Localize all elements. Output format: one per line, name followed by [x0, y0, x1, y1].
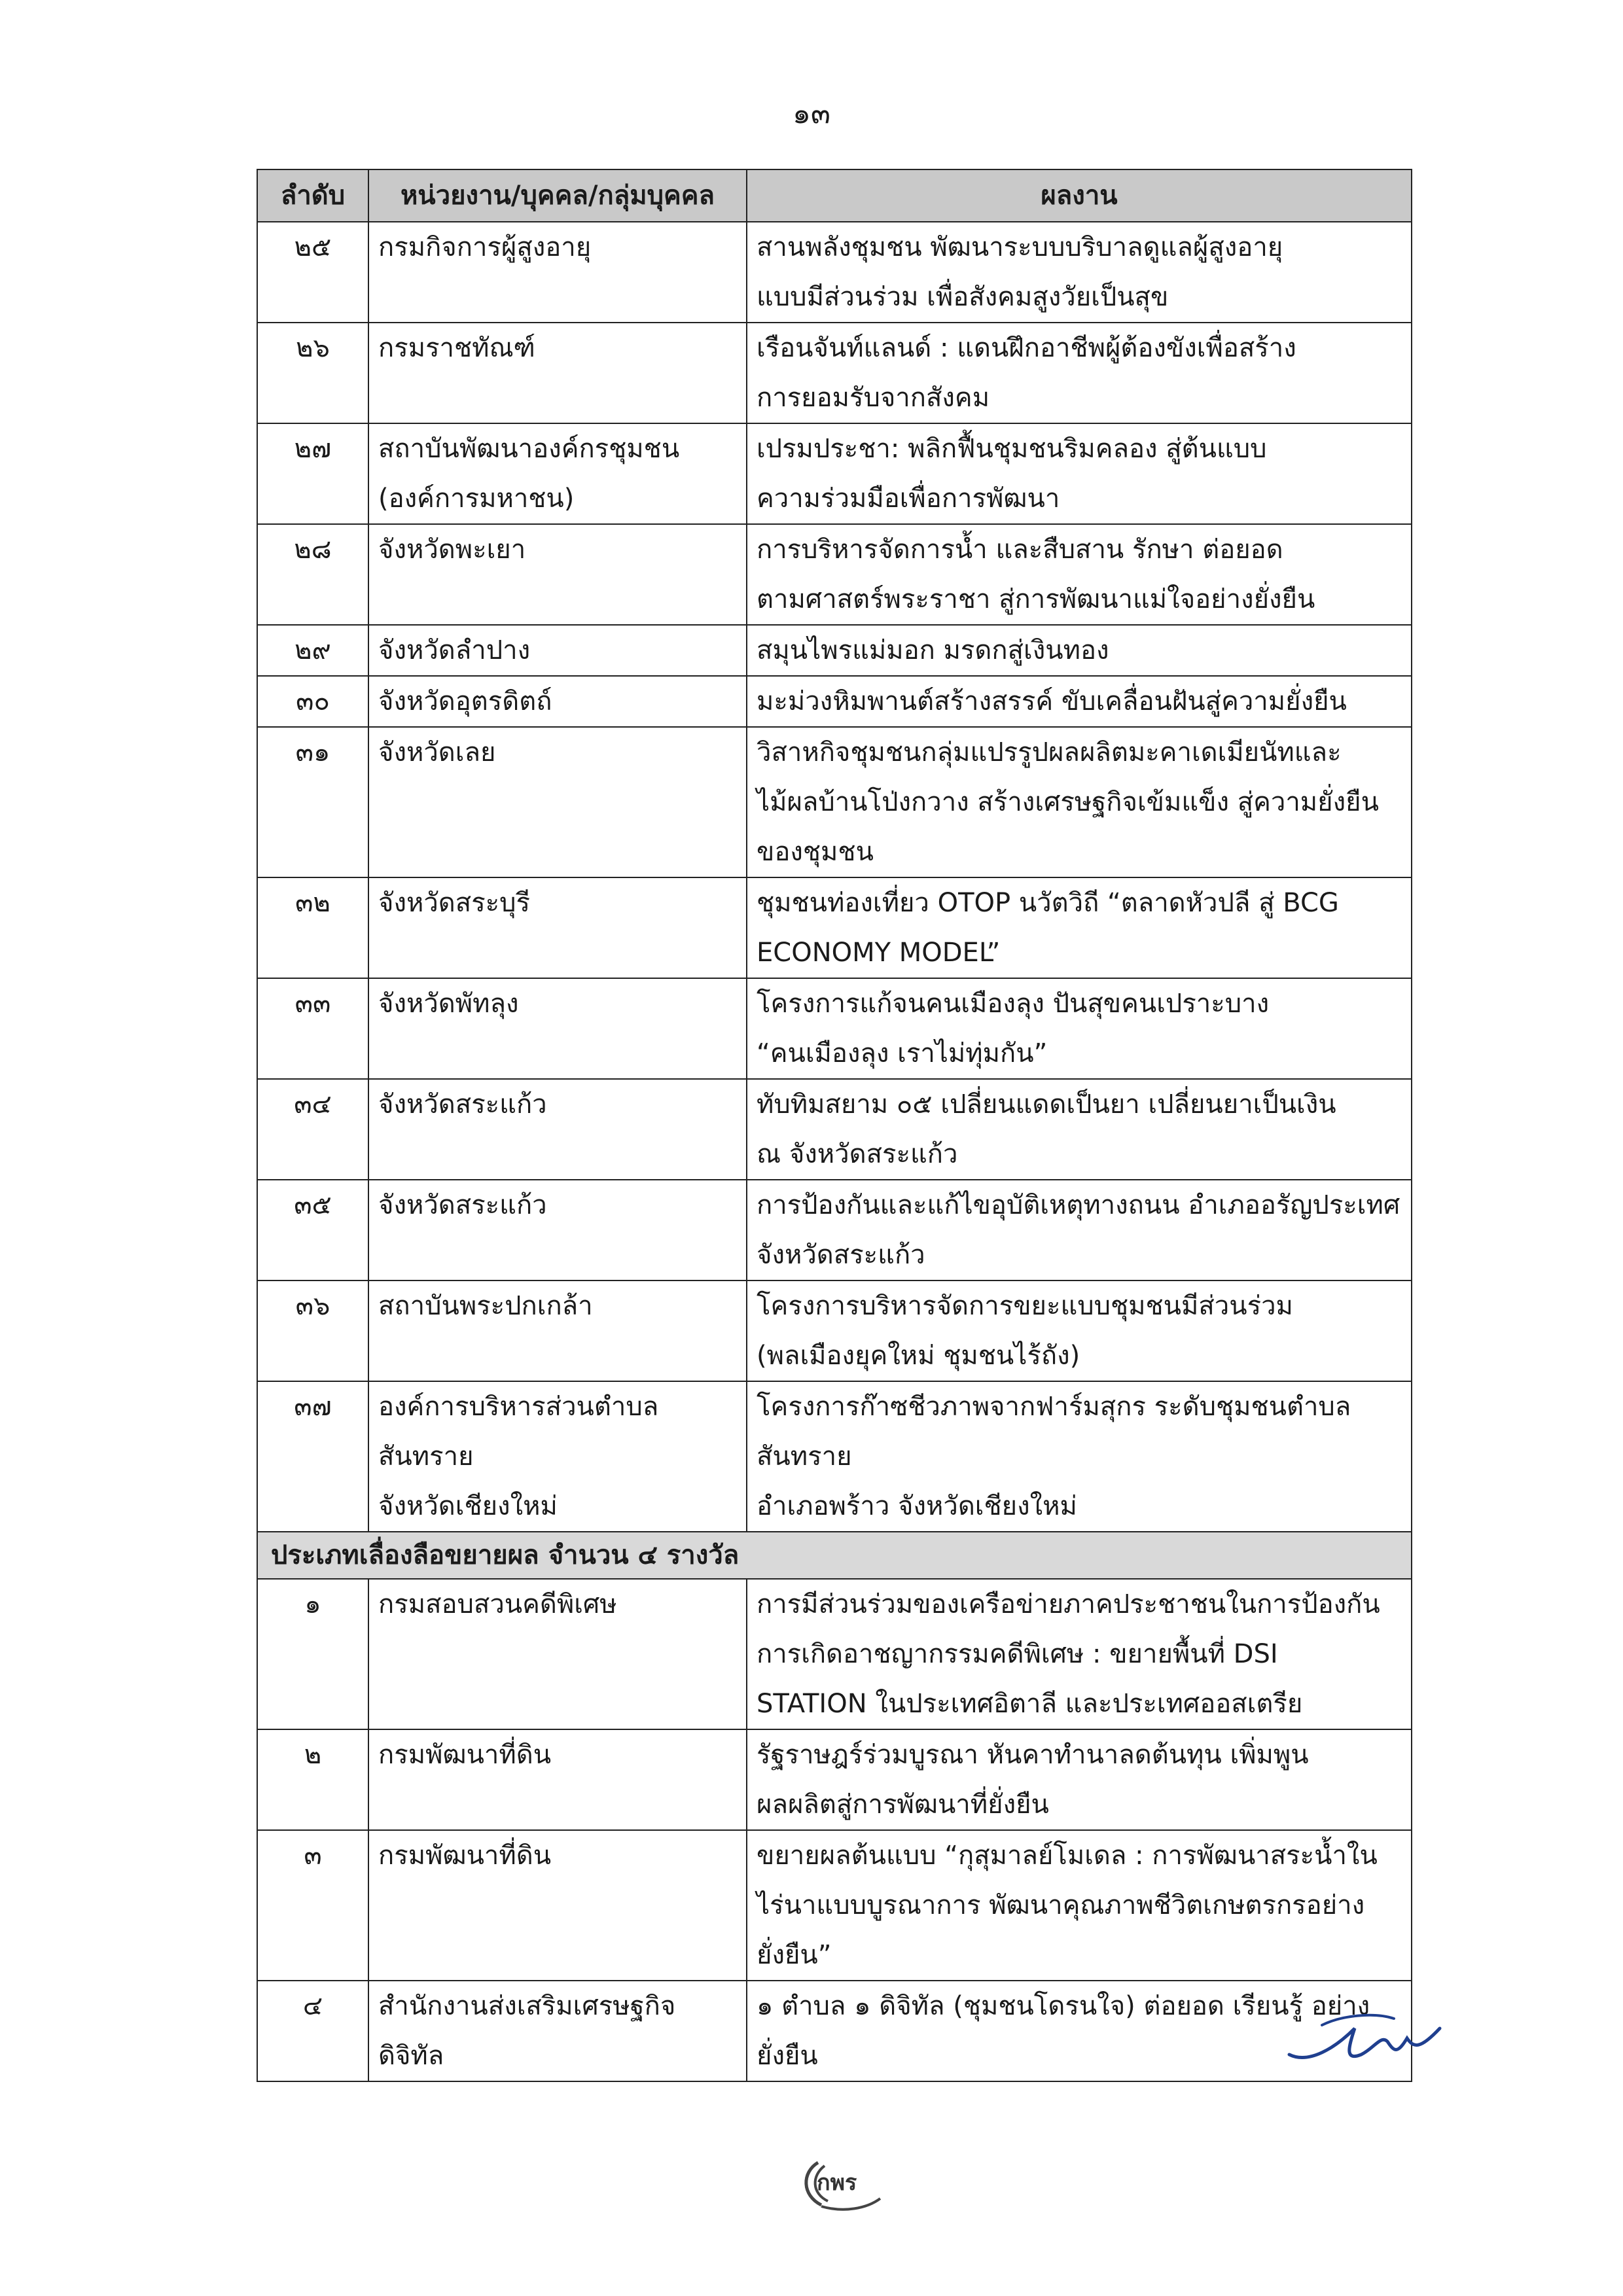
- table-row: [257, 1981, 1412, 2081]
- organization-name: สำนักงานส่งเสริมเศรษฐกิจดิจิทัล: [368, 1981, 747, 2081]
- organization-name: จังหวัดพัทลุง: [368, 978, 747, 1079]
- header-work: ผลงาน: [747, 169, 1412, 222]
- cell-line: ความร่วมมือเพื่อการพัฒนา: [757, 484, 1060, 514]
- table-row: [257, 978, 1412, 1079]
- order-number: ๒๕: [257, 222, 368, 323]
- cell-line: การยอมรับจากสังคม: [757, 383, 990, 413]
- table-row: [257, 877, 1412, 978]
- organization-name: กรมกิจการผู้สูงอายุ: [368, 222, 747, 323]
- order-number: ๓๕: [257, 1180, 368, 1280]
- page-number: ๑๓: [792, 97, 830, 130]
- table-row: [257, 1280, 1412, 1381]
- cell-line: ไร่นาแบบบูรณาการ พัฒนาคุณภาพชีวิตเกษตรกรอย่าง: [757, 1890, 1365, 1920]
- table-header-row: [257, 169, 1412, 222]
- order-number: ๒๙: [257, 625, 368, 676]
- order-number: ๓๐: [257, 676, 368, 727]
- organization-name: จังหวัดพะเยา: [368, 524, 747, 625]
- cell-line: (องค์การมหาชน): [378, 484, 575, 514]
- cell-line: องค์การบริหารส่วนตำบลสันทราย: [378, 1392, 659, 1472]
- cell-line: สถาบันพัฒนาองค์กรชุมชน: [378, 434, 680, 464]
- table-row: [257, 1079, 1412, 1180]
- cell-line: ๑ ตำบล ๑ ดิจิทัล (ชุมชนโดรนใจ) ต่อยอด เรียนรู้ อย่างยั่งยืน: [757, 1991, 1370, 2071]
- table-row: [257, 423, 1412, 524]
- work-title: [747, 1079, 1412, 1180]
- table-row: [257, 1381, 1412, 1532]
- organization-name: จังหวัดสระแก้ว: [368, 1180, 747, 1280]
- header-organization: หน่วยงาน/บุคคล/กลุ่มบุคคล: [368, 169, 747, 222]
- table-row: [257, 1180, 1412, 1280]
- work-title: [747, 676, 1412, 727]
- cell-line: ยั่งยืน”: [757, 1940, 832, 1970]
- cell-line: STATION ในประเทศอิตาลี และประเทศออสเตรีย: [757, 1689, 1303, 1719]
- order-number: ๒๖: [257, 323, 368, 423]
- table-row: [257, 1579, 1412, 1729]
- work-title: [747, 1579, 1412, 1729]
- cell-line: จังหวัดสระแก้ว: [757, 1240, 925, 1270]
- organization-name: กรมพัฒนาที่ดิน: [368, 1830, 747, 1981]
- order-number: ๔: [257, 1981, 368, 2081]
- organization-name: กรมราชทัณฑ์: [368, 323, 747, 423]
- organization-name: จังหวัดลำปาง: [368, 625, 747, 676]
- cell-line: โครงการก๊าซชีวภาพจากฟาร์มสุกร ระดับชุมชนตำบลสันทราย: [757, 1392, 1351, 1472]
- organization-name: สถาบันพระปกเกล้า: [368, 1280, 747, 1381]
- work-title: [747, 978, 1412, 1079]
- table-row: [257, 727, 1412, 877]
- cell-line: ขยายผลต้นแบบ “กุสุมาลย์โมเดล : การพัฒนาสระน้ำใน: [757, 1841, 1378, 1871]
- cell-line: มะม่วงหิมพานต์สร้างสรรค์ ขับเคลื่อนฝันสู่ความยั่งยืน: [757, 686, 1347, 716]
- organization-name: กรมสอบสวนคดีพิเศษ: [368, 1579, 747, 1729]
- cell-line: แบบมีส่วนร่วม เพื่อสังคมสูงวัยเป็นสุข: [757, 282, 1169, 312]
- table-row: [257, 1729, 1412, 1830]
- table-row: [257, 625, 1412, 676]
- order-number: ๓๖: [257, 1280, 368, 1381]
- work-title: [747, 877, 1412, 978]
- order-number: ๓๑: [257, 727, 368, 877]
- cell-line: ณ จังหวัดสระแก้ว: [757, 1139, 958, 1169]
- cell-line: ตามศาสตร์พระราชา สู่การพัฒนาแม่ใจอย่างยั่งยืน: [757, 584, 1315, 614]
- cell-line: เปรมประชา: พลิกฟื้นชุมชนริมคลอง สู่ต้นแบบ: [757, 434, 1267, 464]
- order-number: ๓๓: [257, 978, 368, 1079]
- order-number: ๓๗: [257, 1381, 368, 1532]
- order-number: ๓๔: [257, 1079, 368, 1180]
- cell-line: ทับทิมสยาม ๐๕ เปลี่ยนแดดเป็นยา เปลี่ยนยาเป็นเงิน: [757, 1089, 1336, 1120]
- cell-line: รัฐราษฎร์ร่วมบูรณา หันคาทำนาลดต้นทุน เพิ่มพูน: [757, 1740, 1309, 1770]
- cell-line: จังหวัดเชียงใหม่: [378, 1491, 558, 1521]
- organization-name: [368, 423, 747, 524]
- cell-line: ECONOMY MODEL”: [757, 938, 1001, 968]
- cell-line: ชุมชนท่องเที่ยว OTOP นวัตวิถี “ตลาดหัวปลี สู่ BCG: [757, 888, 1339, 918]
- organization-name: จังหวัดสระบุรี: [368, 877, 747, 978]
- order-number: ๒๘: [257, 524, 368, 625]
- work-title: [747, 1180, 1412, 1280]
- cell-line: โครงการแก้จนคนเมืองลุง ปันสุขคนเปราะบาง: [757, 989, 1270, 1019]
- cell-line: การป้องกันและแก้ไขอุบัติเหตุทางถนน อำเภออรัญประเทศ: [757, 1190, 1400, 1220]
- organization-name: จังหวัดอุตรดิตถ์: [368, 676, 747, 727]
- section-row: [257, 1532, 1412, 1579]
- cell-line: สานพลังชุมชน พัฒนาระบบบริบาลดูแลผู้สูงอายุ: [757, 232, 1283, 262]
- cell-line: ไม้ผลบ้านโป่งกวาง สร้างเศรษฐกิจเข้มแข็ง สู่ความยั่งยืน: [757, 787, 1379, 817]
- awards-table: [257, 169, 1412, 2082]
- section-title: ประเภทเลื่องลือขยายผล จำนวน ๔ รางวัล: [257, 1532, 1412, 1579]
- order-number: ๓: [257, 1830, 368, 1981]
- work-title: [747, 1830, 1412, 1981]
- work-title: [747, 524, 1412, 625]
- cell-line: โครงการบริหารจัดการขยะแบบชุมชนมีส่วนร่วม: [757, 1291, 1293, 1321]
- cell-line: สมุนไพรแม่มอก มรดกสู่เงินทอง: [757, 635, 1109, 665]
- order-number: ๓๒: [257, 877, 368, 978]
- table-row: [257, 222, 1412, 323]
- cell-line: ของชุมชน: [757, 837, 874, 867]
- work-title: [747, 625, 1412, 676]
- opdc-logo: [798, 2153, 883, 2212]
- organization-name: จังหวัดสระแก้ว: [368, 1079, 747, 1180]
- work-title: [747, 727, 1412, 877]
- cell-line: เรือนจันท์แลนด์ : แดนฝึกอาชีพผู้ต้องขังเพื่อสร้าง: [757, 333, 1296, 363]
- cell-line: การเกิดอาชญากรรมคดีพิเศษ : ขยายพื้นที่ DSI: [757, 1639, 1278, 1669]
- table-row: [257, 1830, 1412, 1981]
- table-row: [257, 524, 1412, 625]
- table-row: [257, 323, 1412, 423]
- cell-line: ผลผลิตสู่การพัฒนาที่ยั่งยืน: [757, 1790, 1049, 1820]
- cell-line: อำเภอพร้าว จังหวัดเชียงใหม่: [757, 1491, 1077, 1521]
- order-number: ๑: [257, 1579, 368, 1729]
- order-number: ๒๗: [257, 423, 368, 524]
- work-title: [747, 1280, 1412, 1381]
- work-title: [747, 222, 1412, 323]
- cell-line: การบริหารจัดการน้ำ และสืบสาน รักษา ต่อยอด: [757, 535, 1283, 565]
- work-title: [747, 323, 1412, 423]
- logo-text: กพร: [817, 2170, 857, 2196]
- table-row: [257, 676, 1412, 727]
- cell-line: (พลเมืองยุคใหม่ ชุมชนไร้ถัง): [757, 1341, 1080, 1371]
- cell-line: การมีส่วนร่วมของเครือข่ายภาคประชาชนในการป้องกัน: [757, 1589, 1380, 1619]
- header-order: ลำดับ: [257, 169, 368, 222]
- cell-line: “คนเมืองลุง เราไม่ทุ่มกัน”: [757, 1038, 1048, 1069]
- order-number: ๒: [257, 1729, 368, 1830]
- cell-line: วิสาหกิจชุมชนกลุ่มแปรรูปผลผลิตมะคาเดเมียนัทและ: [757, 737, 1342, 768]
- organization-name: [368, 1381, 747, 1532]
- organization-name: กรมพัฒนาที่ดิน: [368, 1729, 747, 1830]
- work-title: [747, 1381, 1412, 1532]
- work-title: [747, 423, 1412, 524]
- organization-name: จังหวัดเลย: [368, 727, 747, 877]
- signature: [1283, 2002, 1453, 2074]
- work-title: [747, 1729, 1412, 1830]
